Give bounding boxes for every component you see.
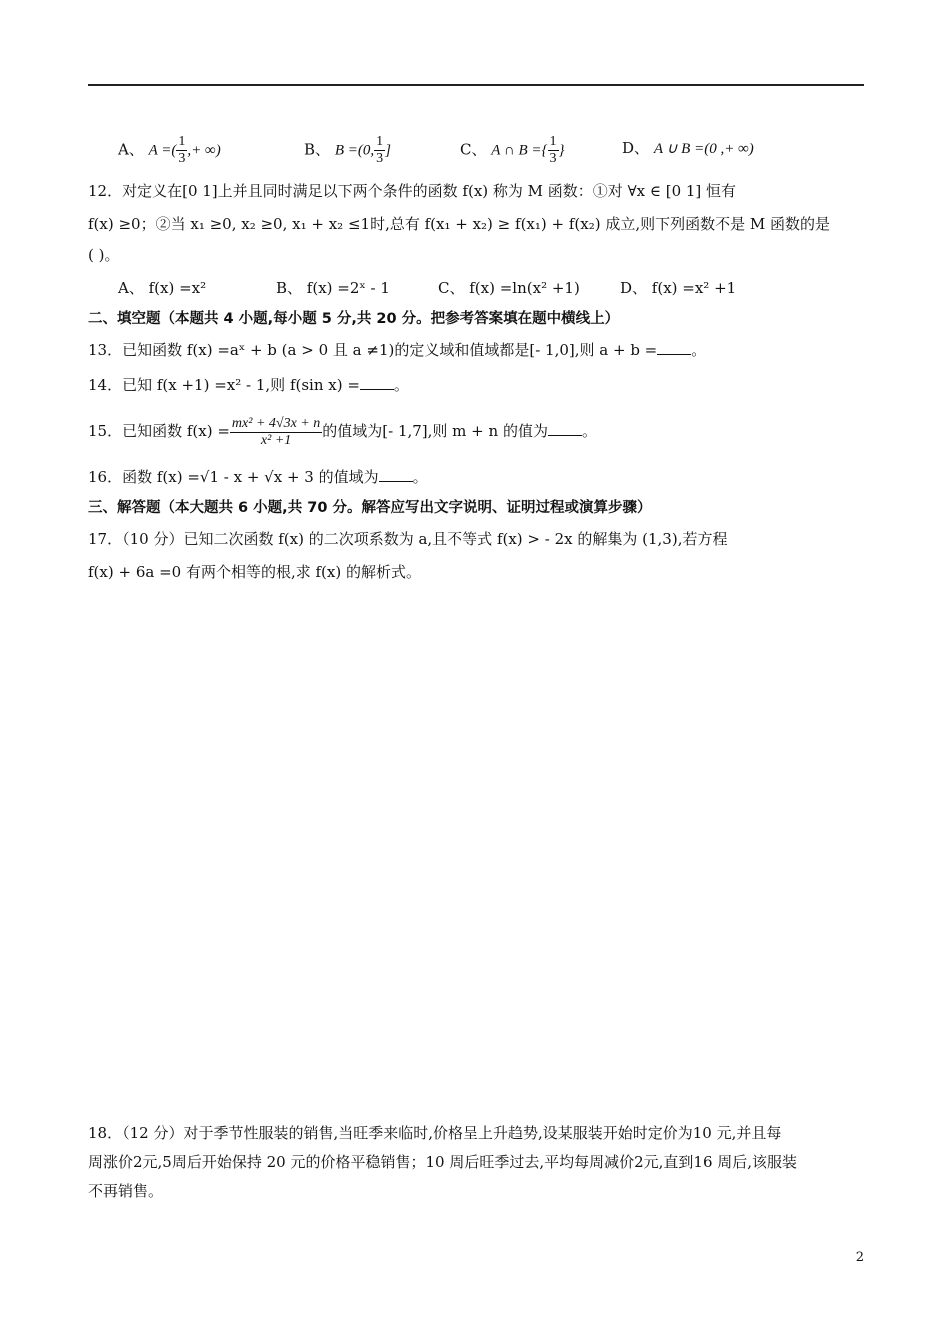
q13 (88, 339, 706, 361)
q18-line-3: 不再销售。 (88, 1182, 164, 1200)
q17-line-2: f(x) + 6a =0 有两个相等的根,求 f(x) 的解析式。 (88, 563, 421, 581)
fraction (176, 134, 187, 167)
option-math: B =(0, (334, 142, 375, 159)
option-label: C、 (460, 140, 487, 159)
answer-blank (548, 421, 582, 436)
q12-line-3: ( )。 (88, 246, 120, 264)
q11-option-a (118, 134, 221, 167)
frac-den: 3 (376, 151, 384, 166)
q15-text: 15．已知函数 f(x) = (88, 422, 230, 440)
q11-option-b (304, 134, 391, 167)
q12-line-1: 12．对定义在[0 1]上并且同时满足以下两个条件的函数 f(x) 称为 M 函数：①对 ∀x ∈ [0 1] 恒有 (88, 182, 737, 200)
fraction (548, 134, 559, 167)
q12-option-c: C、 f(x) =ln(x² +1) (438, 279, 580, 297)
frac-den: x² +1 (260, 432, 292, 448)
header-rule (88, 84, 864, 86)
q17-line-1: 17．（10 分）已知二次函数 f(x) 的二次项系数为 a,且不等式 f(x) > - 2x 的解集为 (1,3),若方程 (88, 530, 728, 548)
answer-blank (360, 375, 394, 390)
q18-line-1: 18．（12 分）对于季节性服装的销售,当旺季来临时,价格呈上升趋势,设某服装开始时定价为10 元,并且每 (88, 1124, 782, 1142)
frac-den: 3 (549, 151, 557, 166)
q14-text: 14．已知 f(x +1) =x² - 1,则 f(sin x) = (88, 376, 360, 394)
frac-num: 1 (549, 134, 557, 149)
q16-end: 。 (412, 468, 428, 486)
q15-end: 。 (581, 422, 597, 440)
q16 (88, 466, 428, 488)
option-label: B、 (304, 140, 331, 159)
q15-text-middle: 的值域为[- 1,7],则 m + n 的值为 (322, 422, 548, 440)
q14 (88, 374, 409, 396)
option-math: A =( (148, 142, 177, 159)
option-math: A ∪ B =(0 ,+ ∞) (653, 141, 754, 157)
option-math: A ∩ B ={ (491, 142, 548, 159)
q12-option-a: A、 f(x) =x² (118, 279, 207, 297)
frac-den: 3 (178, 151, 186, 166)
answer-blank (379, 467, 413, 482)
q13-end: 。 (691, 341, 707, 359)
q15 (88, 412, 597, 450)
q18-line-2: 周涨价2元,5周后开始保持 20 元的价格平稳销售；10 周后旺季过去,平均每周减价2元,直到16 周后,该服装 (88, 1153, 798, 1171)
page-number: 2 (855, 1250, 864, 1265)
option-math: } (558, 142, 565, 159)
option-label: D、 (622, 139, 650, 157)
q15-fraction (230, 416, 322, 449)
answer-blank (657, 340, 691, 355)
q16-text: 16．函数 f(x) =√1 - x + √x + 3 的值域为 (88, 468, 379, 486)
section-heading-fill-in: 二、填空题（本题共 4 小题,每小题 5 分,共 20 分。把参考答案填在题中横线上） (88, 311, 620, 327)
frac-num: mx² + 4√3x + n (231, 415, 321, 431)
q11-option-c (460, 134, 565, 167)
option-label: A、 (118, 140, 144, 159)
q12-line-2: f(x) ≥0；②当 x₁ ≥0, x₂ ≥0, x₁ + x₂ ≤1时,总有 f(x₁ + x₂) ≥ f(x₁) + f(x₂) 成立,则下列函数不是 M 函数的是 (88, 215, 831, 233)
section-heading-solutions: 三、解答题（本大题共 6 小题,共 70 分。解答应写出文字说明、证明过程或演算步骤） (88, 500, 652, 516)
option-math: ] (385, 142, 391, 159)
q14-end: 。 (393, 376, 409, 394)
q13-text: 13．已知函数 f(x) =aˣ + b (a > 0 且 a ≠1)的定义域和值域都是[- 1,0],则 a + b = (88, 341, 658, 359)
frac-num: 1 (178, 134, 186, 149)
frac-num: 1 (376, 134, 384, 149)
option-math: ,+ ∞) (187, 142, 221, 159)
q11-option-d (622, 137, 754, 158)
q12-option-b: B、 f(x) =2ˣ - 1 (276, 279, 390, 297)
fraction (374, 134, 385, 167)
q12-option-d: D、 f(x) =x² +1 (620, 279, 737, 297)
